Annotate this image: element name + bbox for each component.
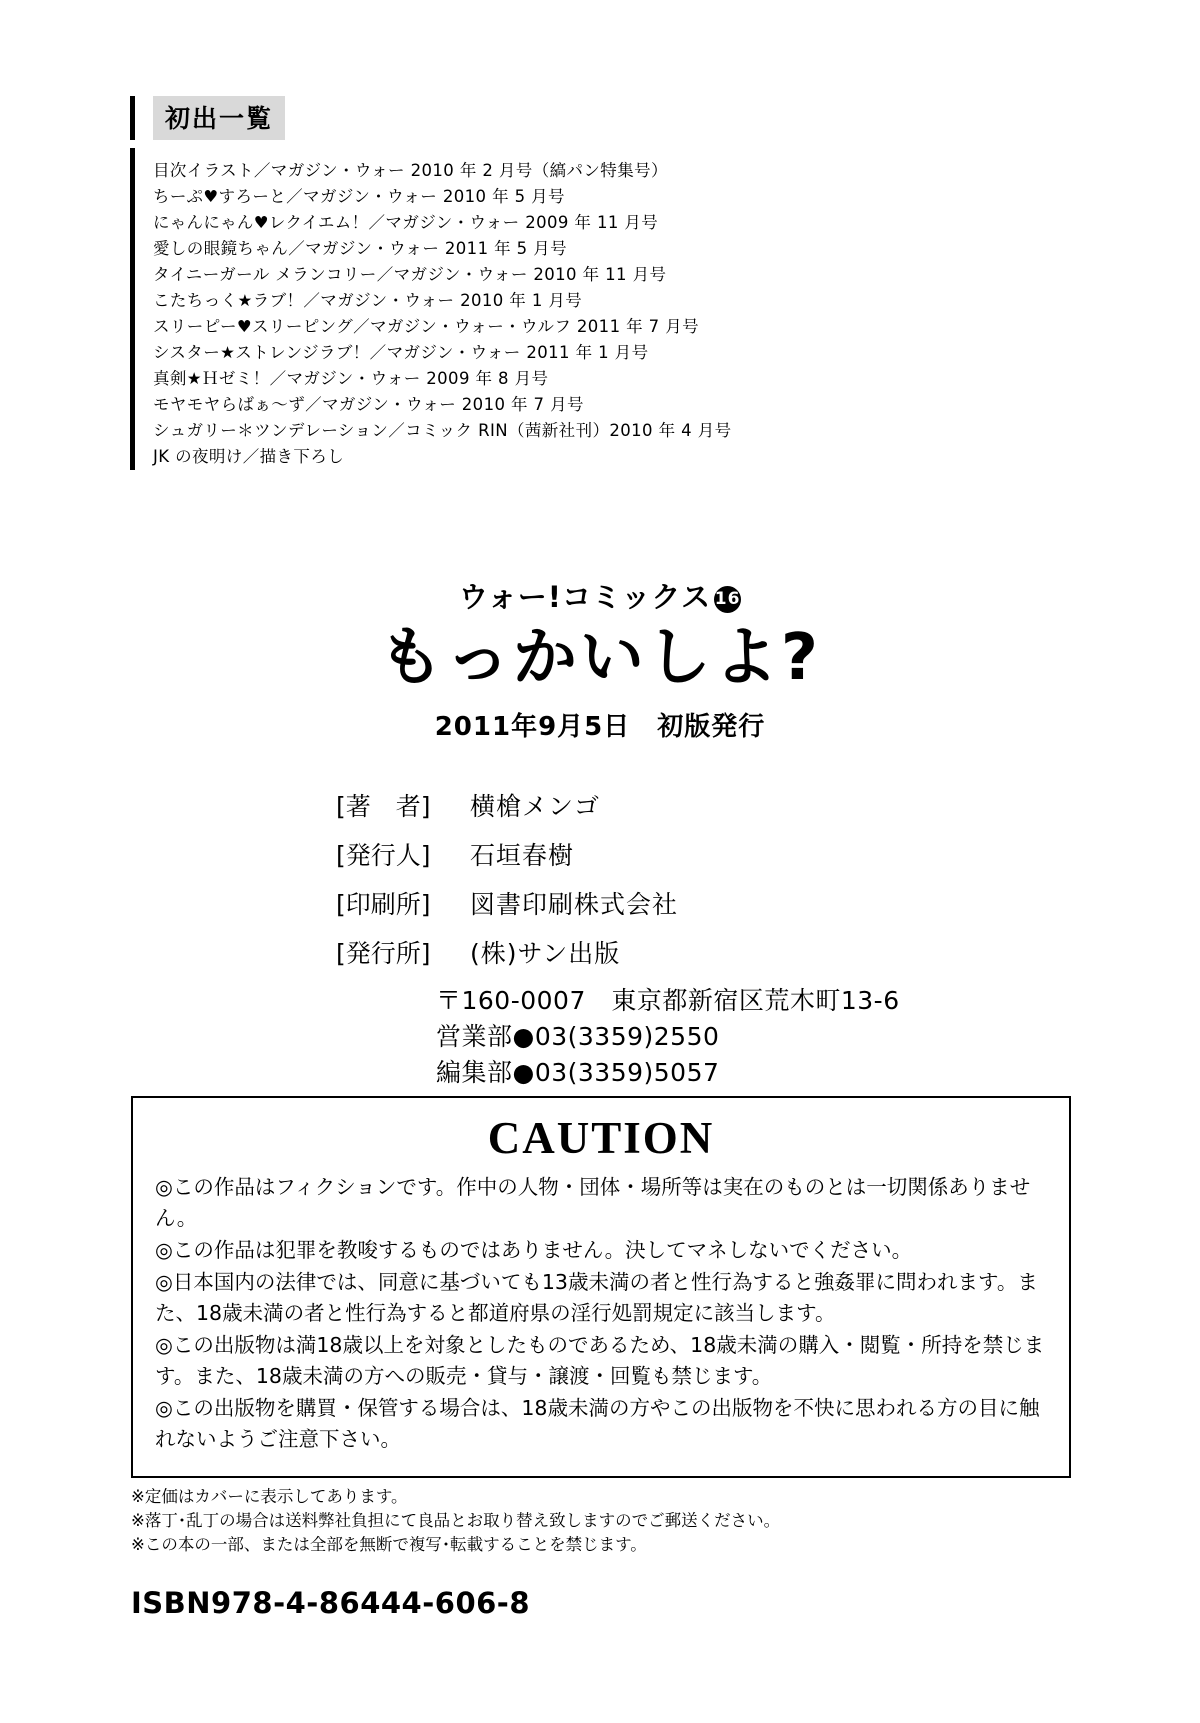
credit-row: [336, 934, 1036, 970]
credit-label: [発行所]: [336, 939, 431, 968]
first-appearance-list: [130, 148, 910, 470]
caution-box: [131, 1096, 1071, 1478]
list-item: ちーぷ♥すろーと／マガジン・ウォー 2010 年 5 月号: [153, 187, 565, 206]
series-line: [0, 575, 1200, 616]
publication-date: 2011年9月5日 初版発行: [434, 711, 766, 742]
list-item: 愛しの眼鏡ちゃん／マガジン・ウォー 2011 年 5 月号: [153, 239, 567, 258]
isbn-number: ISBN978-4-86444-606-8: [131, 1586, 531, 1620]
credit-label: [印刷所]: [336, 890, 431, 919]
series-number-badge: 16: [714, 586, 741, 613]
caution-item: ◎この作品はフィクションです。作中の人物・団体・場所等は実在のものとは一切関係ありません。: [155, 1175, 1031, 1230]
footnotes-section: [131, 1485, 1031, 1557]
caution-item: ◎この作品は犯罪を教唆するものではありません。決してマネしないでください。: [155, 1238, 913, 1262]
address-line-postal: 〒160-0007 東京都新宿区荒木町13-6: [436, 986, 900, 1015]
credit-value: 横槍メンゴ: [470, 792, 601, 821]
credit-value: 石垣春樹: [470, 841, 575, 870]
credits-section: [336, 787, 1036, 1091]
address-line-editorial-phone: 編集部●03(3359)5057: [436, 1058, 720, 1087]
list-item: シスター★ストレンジラブ！／マガジン・ウォー 2011 年 1 月号: [153, 343, 649, 362]
credit-label: [発行人]: [336, 841, 431, 870]
list-item: JK の夜明け／描き下ろし: [153, 447, 345, 466]
list-item: タイニーガール メランコリー／マガジン・ウォー 2010 年 11 月号: [153, 265, 667, 284]
colophon-header: [0, 575, 1200, 743]
page-title: もっかいしよ?: [378, 621, 822, 695]
caution-title: CAUTION: [487, 1113, 715, 1163]
credit-value: 図書印刷株式会社: [470, 890, 679, 919]
series-name: ウォー!コミックス: [458, 580, 712, 614]
list-item: 目次イラスト／マガジン・ウォー 2010 年 2 月号（縞パン特集号）: [153, 161, 668, 180]
list-item: シュガリー＊ツンデレーション／コミック RIN（茜新社刊）2010 年 4 月号: [153, 421, 732, 440]
list-item: にゃんにゃん♥レクイエム！／マガジン・ウォー 2009 年 11 月号: [153, 213, 659, 232]
credit-value: (株)サン出版: [470, 939, 621, 968]
footnote: ※落丁･乱丁の場合は送料弊社負担にて良品とお取り替え致しますのでご郵送ください。: [131, 1511, 781, 1530]
caution-item: ◎日本国内の法律では、同意に基づいても13歳未満の者と性行為すると強姦罪に問われます。また、18歳未満の者と性行為すると都道府県の淫行処罰規定に該当します。: [155, 1270, 1038, 1325]
credit-label: [著 者]: [336, 792, 431, 821]
list-item: モヤモヤらばぁ～ず／マガジン・ウォー 2010 年 7 月号: [153, 395, 584, 414]
credit-row: [336, 787, 1036, 823]
caution-item: ◎この出版物を購買・保管する場合は、18歳未満の方やこの出版物を不快に思われる方の目に触れないようご注意下さい。: [155, 1396, 1040, 1451]
list-item: 真剣★Ｈゼミ！／マガジン・ウォー 2009 年 8 月号: [153, 369, 549, 388]
credit-row: [336, 836, 1036, 872]
credit-row: [336, 885, 1036, 921]
caution-item: ◎この出版物は満18歳以上を対象としたものであるため、18歳未満の購入・閲覧・所持を禁じます。また、18歳未満の方への販売・貸与・譲渡・回覧も禁じます。: [155, 1333, 1045, 1388]
footnote: ※定価はカバーに表示してあります。: [131, 1487, 408, 1506]
publisher-address: [436, 983, 1036, 1091]
first-appearance-heading-wrap: [130, 96, 910, 140]
first-appearance-heading: 初出一覧: [153, 96, 285, 140]
list-item: スリーピー♥スリーピング／マガジン・ウォー・ウルフ 2011 年 7 月号: [153, 317, 700, 336]
address-line-sales-phone: 営業部●03(3359)2550: [436, 1022, 720, 1051]
first-appearance-section: [130, 96, 910, 470]
list-item: こたちっく★ラブ！／マガジン・ウォー 2010 年 1 月号: [153, 291, 583, 310]
footnote: ※この本の一部、または全部を無断で複写･転載することを禁じます。: [131, 1535, 647, 1554]
